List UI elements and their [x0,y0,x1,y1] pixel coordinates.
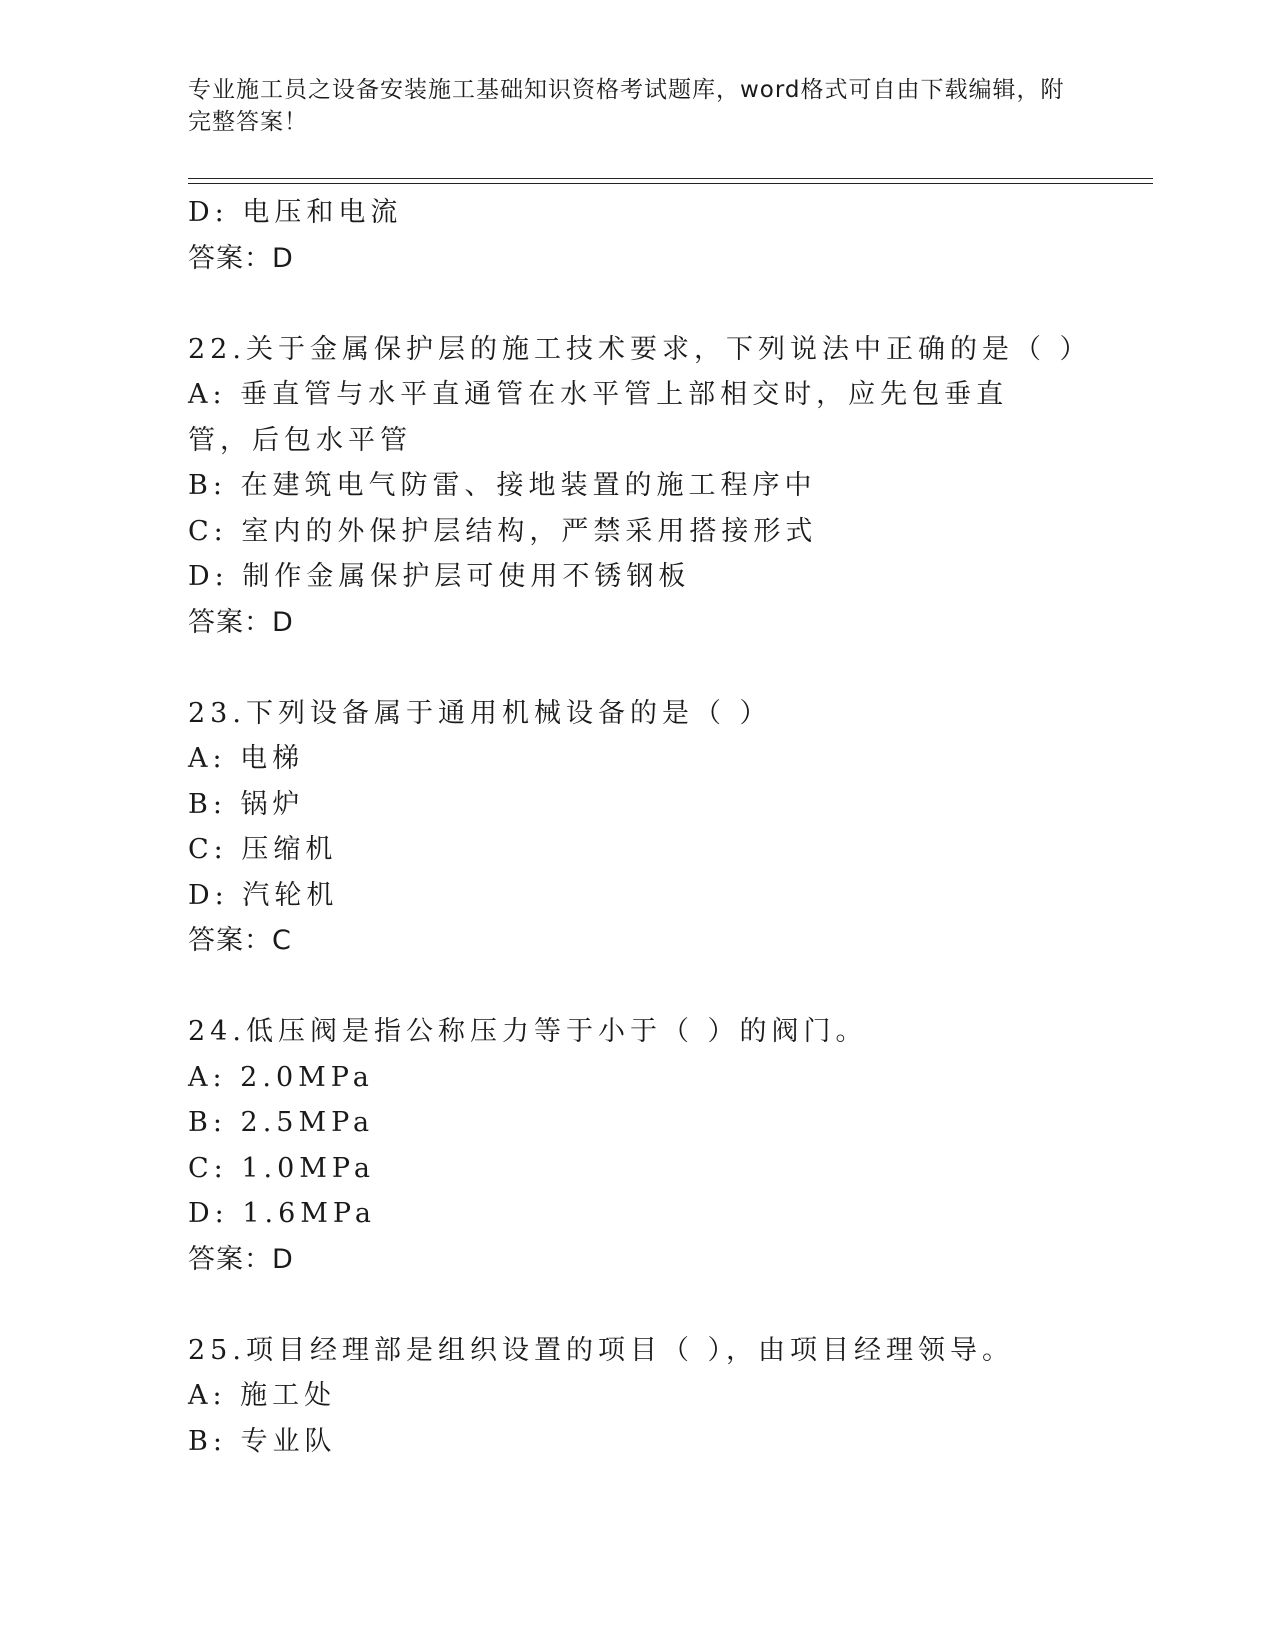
answer-line: 答案：D [188,242,294,274]
answer-line: 答案：D [188,1243,294,1275]
question-24 [188,1009,1153,1282]
option-b: B: 专业队 [188,1425,337,1457]
answer-line: 答案：C [188,925,292,956]
option-c: C: 压缩机 [188,834,338,865]
option-c: C: 1.0MPa [188,1152,375,1184]
header-divider [188,183,1153,184]
option-a: A: 施工处 [188,1380,337,1411]
option-d: D: 制作金属保护层可使用不锈钢板 [188,561,691,592]
option-b: B: 2.5MPa [188,1107,375,1138]
option-a: A: 2.0MPa [188,1061,374,1093]
option-c: C: 室内的外保护层结构，严禁采用搭接形式 [188,515,818,547]
option-d: D: 汽轮机 [188,879,339,911]
page-header: 专业施工员之设备安装施工基础知识资格考试题库，word格式可自由下载编辑，附完整答案！ [188,77,1065,135]
option-d: D: 电压和电流 [188,197,403,228]
answer-line: 答案：D [188,606,294,638]
question-stem: 24.低压阀是指公称压力等于小于（ ）的阀门。 [188,1016,868,1047]
option-b: B: 在建筑电气防雷、接地装置的施工程序中 [188,470,817,501]
question-stem: 22.关于金属保护层的施工技术要求，下列说法中正确的是（ ） [188,333,1092,365]
header-divider [188,178,1153,179]
question-stem: 25.项目经理部是组织设置的项目（ ），由项目经理领导。 [188,1334,1015,1366]
option-b: B: 锅炉 [188,788,305,820]
option-d: D: 1.6MPa [188,1198,376,1229]
question-stem: 23.下列设备属于通用机械设备的是（ ） [188,697,772,729]
option-a: A: 电梯 [188,743,305,774]
question-22 [188,327,1153,646]
question-25 [188,1328,1153,1465]
option-a: A: 垂直管与水平直通管在水平管上部相交时，应先包垂直管，后包水平管 [188,379,1009,456]
question-23 [188,691,1153,964]
question-list [188,190,1153,1464]
